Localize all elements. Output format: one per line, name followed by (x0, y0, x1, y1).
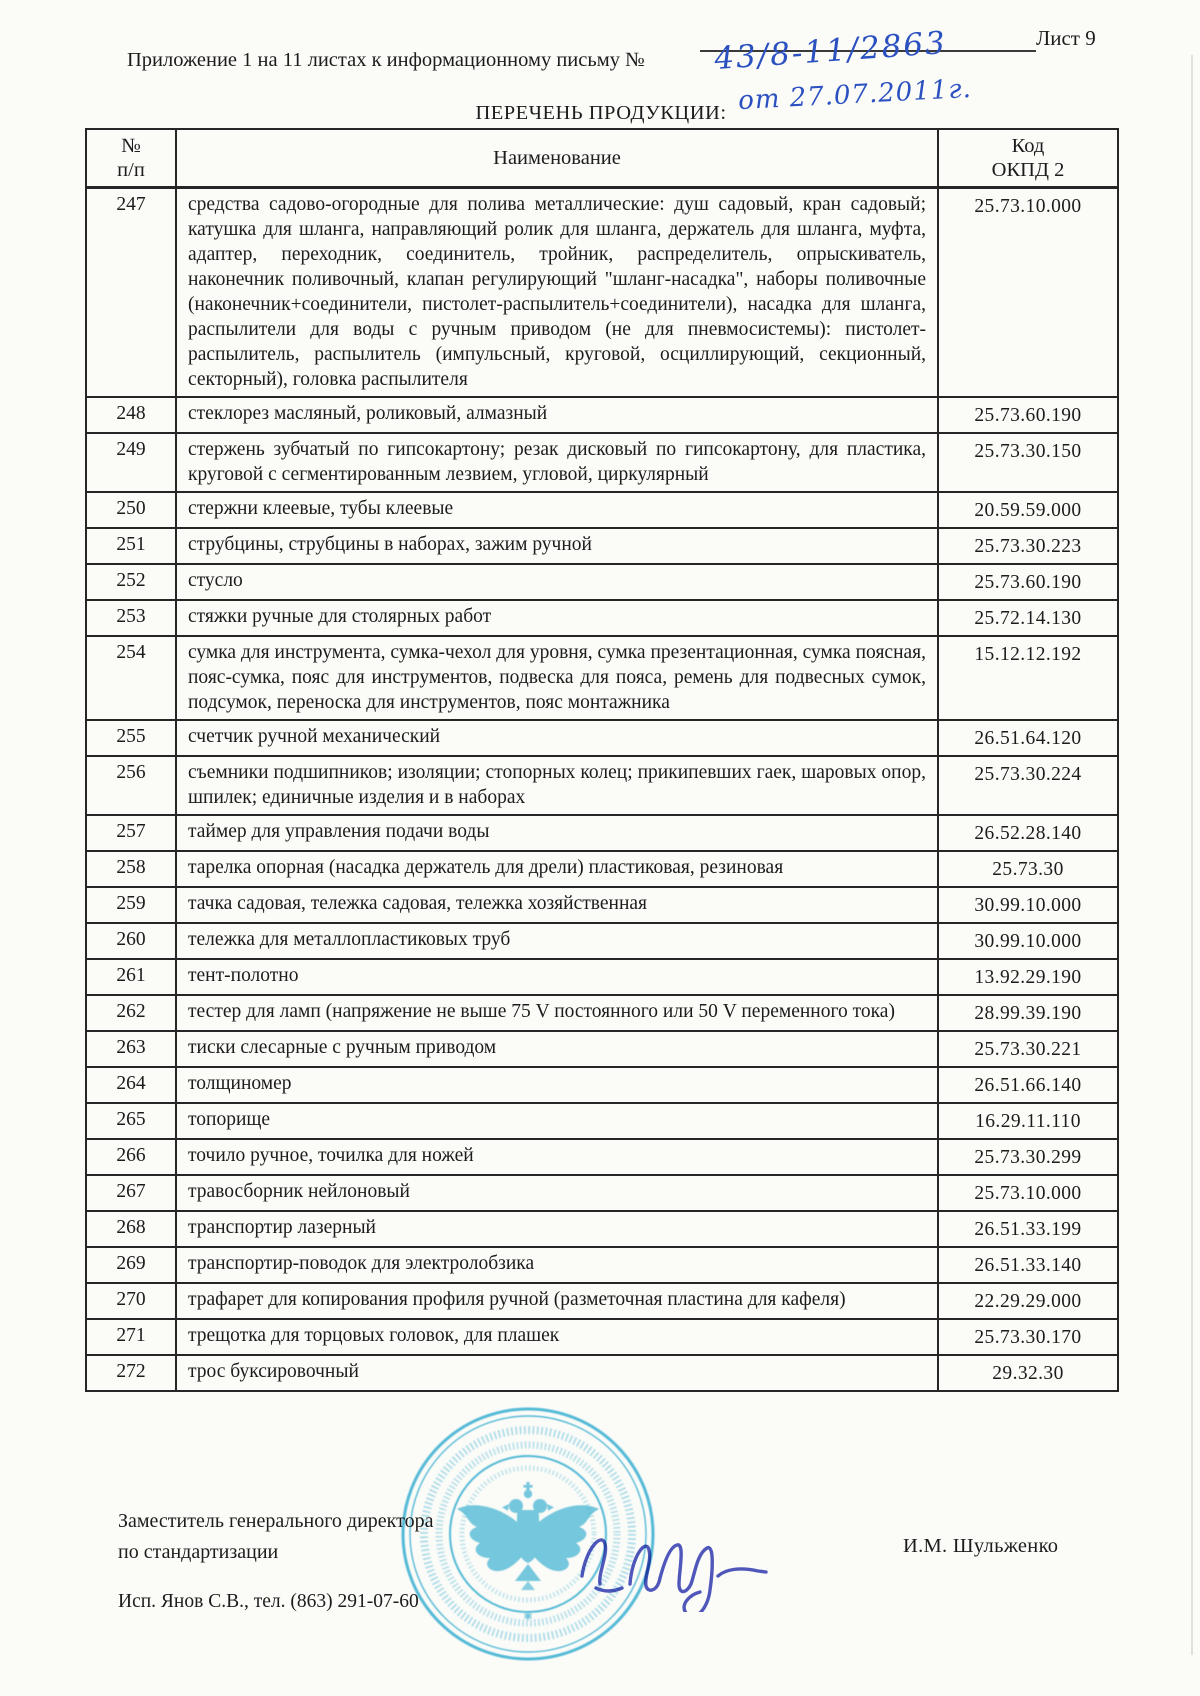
row-name: тиски слесарные с ручным приводом (176, 1031, 938, 1067)
row-number: 262 (86, 995, 176, 1031)
row-name: тарелка опорная (насадка держатель для дрели) пластиковая, резиновая (176, 851, 938, 887)
handwritten-letter-date: от 27.07.2011г. (737, 73, 973, 117)
handwritten-signature-icon (566, 1492, 806, 1612)
row-name: стержень зубчатый по гипсокартону; резак дисковый по гипсокартону, для пластика, круговой с сегментированным лезвием, угловой, циркулярный (176, 433, 938, 492)
row-name: трещотка для торцовых головок, для плашек (176, 1319, 938, 1355)
row-name: тестер для ламп (напряжение не выше 75 V постоянного или 50 V переменного тока) (176, 995, 938, 1031)
table-row (86, 756, 1118, 815)
row-name: средства садово-огородные для полива металлические: душ садовый, кран садовый; катушка для шланга, направляющий ролик для шланга, держатель для шланга, муфта, адаптер, переходник, соединитель, тройник, распределитель, опрыскиватель, наконечник поливочный, клапан регулирующий "шланг-насадка", наборы поливочные (наконечник+соединители, пистолет-распылитель+соединители), насадка для шланга, распылители для воды с ручным приводом (не для пневмосистемы): пистолет-распылитель, распылитель (импульсный, круговой, осциллирующий, секционный, секторный), головка распылителя (176, 188, 938, 398)
row-name: трос буксировочный (176, 1355, 938, 1391)
row-number: 253 (86, 600, 176, 636)
row-name: транспортир лазерный (176, 1211, 938, 1247)
row-name: стусло (176, 564, 938, 600)
signer-position (118, 1506, 434, 1568)
row-number: 255 (86, 720, 176, 756)
row-code: 25.73.10.000 (938, 188, 1118, 398)
header-cell-num (86, 129, 176, 188)
row-number: 257 (86, 815, 176, 851)
appendix-header-line: Приложение 1 на 11 листах к информационному письму № (127, 49, 645, 71)
row-number: 271 (86, 1319, 176, 1355)
document-title: ПЕРЕЧЕНЬ ПРОДУКЦИИ: (475, 102, 727, 124)
row-name: стержни клеевые, тубы клеевые (176, 492, 938, 528)
row-name: стяжки ручные для столярных работ (176, 600, 938, 636)
row-name: топорище (176, 1103, 938, 1139)
row-name: транспортир-поводок для электролобзика (176, 1247, 938, 1283)
row-number: 249 (86, 433, 176, 492)
table-row (86, 564, 1118, 600)
row-code: 25.73.30.224 (938, 756, 1118, 815)
row-code: 26.51.66.140 (938, 1067, 1118, 1103)
row-number: 259 (86, 887, 176, 923)
row-name: струбцины, струбцины в наборах, зажим ручной (176, 528, 938, 564)
row-name: стеклорез масляный, роликовый, алмазный (176, 397, 938, 433)
row-number: 248 (86, 397, 176, 433)
table-row (86, 887, 1118, 923)
signer-position-line2: по стандартизации (118, 1541, 279, 1563)
row-name: тент-полотно (176, 959, 938, 995)
row-code: 30.99.10.000 (938, 887, 1118, 923)
signer-name: И.М. Шульженко (903, 1535, 1059, 1557)
row-code: 16.29.11.110 (938, 1103, 1118, 1139)
row-number: 263 (86, 1031, 176, 1067)
header-num-line1: № (121, 135, 141, 157)
row-number: 251 (86, 528, 176, 564)
header-row (86, 129, 1118, 188)
table-row (86, 492, 1118, 528)
row-code: 25.73.30.299 (938, 1139, 1118, 1175)
table-row (86, 1067, 1118, 1103)
table-row (86, 397, 1118, 433)
sheet-number-label: Лист 9 (1036, 26, 1096, 50)
row-code: 15.12.12.192 (938, 636, 1118, 720)
product-table-header (86, 129, 1118, 188)
row-number: 250 (86, 492, 176, 528)
scanner-edge-artifact (1191, 55, 1193, 1655)
row-code: 13.92.29.190 (938, 959, 1118, 995)
row-code: 26.51.33.199 (938, 1211, 1118, 1247)
table-row (86, 815, 1118, 851)
table-row (86, 188, 1118, 398)
header-cell-code (938, 129, 1118, 188)
row-name: тачка садовая, тележка садовая, тележка хозяйственная (176, 887, 938, 923)
row-code: 20.59.59.000 (938, 492, 1118, 528)
row-name: точило ручное, точилка для ножей (176, 1139, 938, 1175)
table-row (86, 720, 1118, 756)
row-number: 256 (86, 756, 176, 815)
table-row (86, 851, 1118, 887)
row-number: 260 (86, 923, 176, 959)
product-table (85, 128, 1119, 1392)
table-row (86, 959, 1118, 995)
row-number: 266 (86, 1139, 176, 1175)
row-code: 22.29.29.000 (938, 1283, 1118, 1319)
table-row (86, 1103, 1118, 1139)
row-name: таймер для управления подачи воды (176, 815, 938, 851)
table-row (86, 636, 1118, 720)
table-row (86, 600, 1118, 636)
row-number: 270 (86, 1283, 176, 1319)
row-name: счетчик ручной механический (176, 720, 938, 756)
table-row (86, 1139, 1118, 1175)
row-name: толщиномер (176, 1067, 938, 1103)
row-code: 26.51.33.140 (938, 1247, 1118, 1283)
executor-line: Исп. Янов С.В., тел. (863) 291-07-60 (118, 1591, 419, 1612)
svg-text:✱: ✱ (523, 1611, 533, 1623)
header-code-line2: ОКПД 2 (991, 159, 1065, 181)
row-code: 25.73.10.000 (938, 1175, 1118, 1211)
row-number: 267 (86, 1175, 176, 1211)
row-name: съемники подшипников; изоляции; стопорных колец; прикипевших гаек, шаровых опор, шпилек; единичные изделия и в наборах (176, 756, 938, 815)
row-code: 25.73.30.170 (938, 1319, 1118, 1355)
row-code: 25.73.60.190 (938, 564, 1118, 600)
row-name: травосборник нейлоновый (176, 1175, 938, 1211)
row-number: 264 (86, 1067, 176, 1103)
header-cell-name: Наименование (176, 129, 938, 188)
header-num-line2: п/п (117, 159, 145, 181)
handwritten-letter-number: 43/8-11/2863 (713, 24, 948, 78)
row-code: 25.73.30.150 (938, 433, 1118, 492)
row-number: 247 (86, 188, 176, 398)
table-row (86, 528, 1118, 564)
row-name: тележка для металлопластиковых труб (176, 923, 938, 959)
table-row (86, 1283, 1118, 1319)
row-code: 29.32.30 (938, 1355, 1118, 1391)
row-name: сумка для инструмента, сумка-чехол для уровня, сумка презентационная, сумка поясная, пояс-сумка, пояс для инструментов, подвеска для пояса, ремень для подвесных сумок, подсумок, переноска для инструментов, пояс монтажника (176, 636, 938, 720)
row-code: 30.99.10.000 (938, 923, 1118, 959)
row-code: 25.73.60.190 (938, 397, 1118, 433)
row-code: 25.72.14.130 (938, 600, 1118, 636)
table-row (86, 1211, 1118, 1247)
table-row (86, 995, 1118, 1031)
row-code: 25.73.30 (938, 851, 1118, 887)
header-code-line1: Код (1011, 135, 1045, 157)
row-number: 252 (86, 564, 176, 600)
table-row (86, 1031, 1118, 1067)
row-code: 26.51.64.120 (938, 720, 1118, 756)
table-row (86, 923, 1118, 959)
table-row (86, 433, 1118, 492)
row-number: 269 (86, 1247, 176, 1283)
row-code: 26.52.28.140 (938, 815, 1118, 851)
row-number: 254 (86, 636, 176, 720)
table-row (86, 1175, 1118, 1211)
row-code: 25.73.30.223 (938, 528, 1118, 564)
row-number: 272 (86, 1355, 176, 1391)
product-table-body (86, 188, 1118, 1392)
table-row (86, 1319, 1118, 1355)
table-row (86, 1355, 1118, 1391)
row-number: 261 (86, 959, 176, 995)
signer-position-line1: Заместитель генерального директора (118, 1510, 434, 1532)
row-code: 25.73.30.221 (938, 1031, 1118, 1067)
row-name: трафарет для копирования профиля ручной (разметочная пластина для кафеля) (176, 1283, 938, 1319)
row-number: 265 (86, 1103, 176, 1139)
row-number: 268 (86, 1211, 176, 1247)
row-number: 258 (86, 851, 176, 887)
table-row (86, 1247, 1118, 1283)
row-code: 28.99.39.190 (938, 995, 1118, 1031)
